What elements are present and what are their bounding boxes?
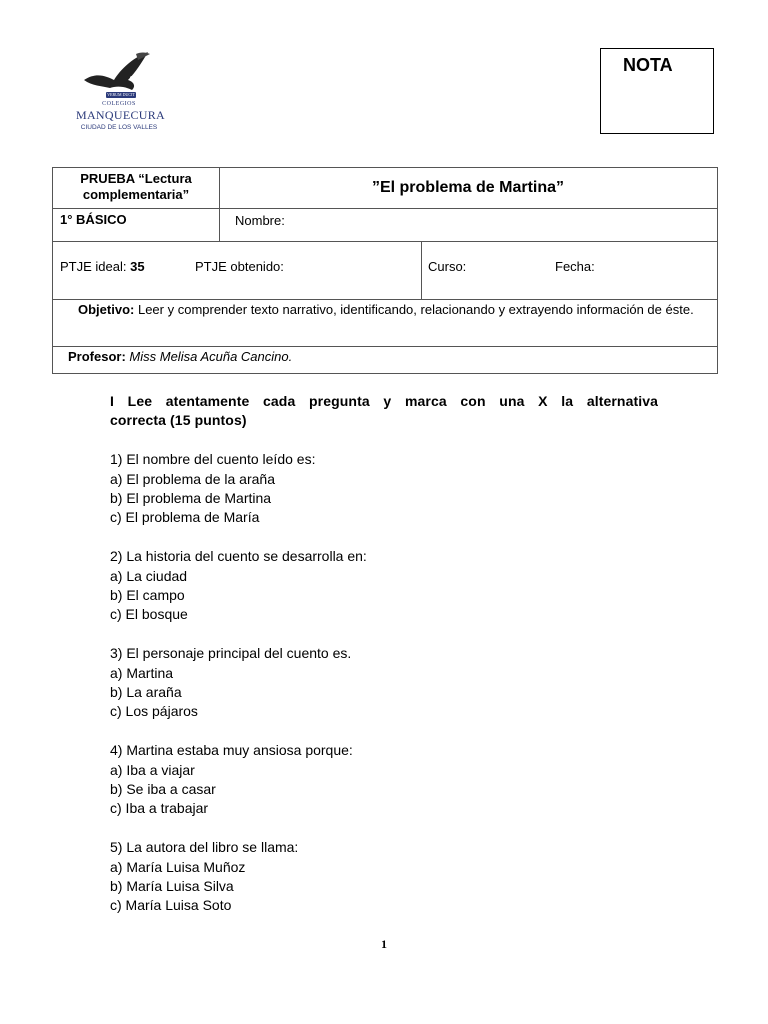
logo-motto: VERUM DUCIT <box>107 92 135 97</box>
page-number: 1 <box>381 937 387 951</box>
objective-text: Leer y comprender texto narrativo, identificando, relacionando y extrayendo información de éste. <box>137 302 694 317</box>
date-label: Fecha: <box>555 259 595 274</box>
row-divider <box>53 299 717 300</box>
teacher-name: Miss Melisa Acuña Cancino. <box>129 349 293 364</box>
ideal-score-value: 35 <box>130 259 145 274</box>
header-table <box>52 167 718 374</box>
answer-option[interactable]: c) Los pájaros <box>110 703 198 720</box>
answer-option[interactable]: b) Se iba a casar <box>110 781 216 798</box>
logo-line1: COLEGIOS <box>102 101 136 107</box>
instructions-line1: I Lee atentamente cada pregunta y marca con una X la alternativa <box>110 393 658 409</box>
answer-option[interactable]: a) La ciudad <box>110 567 188 584</box>
test-type-line2: complementaria” <box>82 187 190 202</box>
answer-option[interactable]: b) La araña <box>110 684 182 701</box>
question-text: 3) El personaje principal del cuento es. <box>110 645 352 662</box>
answer-option[interactable]: c) El bosque <box>110 606 188 623</box>
grade-level: 1° BÁSICO <box>60 212 127 227</box>
logo-line2: MANQUECURA <box>76 108 166 122</box>
answer-option[interactable]: a) María Luisa Muñoz <box>110 858 246 875</box>
answer-option[interactable]: a) El problema de la araña <box>110 470 275 487</box>
test-type-cell <box>53 171 219 203</box>
answer-option[interactable]: c) El problema de María <box>110 509 260 526</box>
instructions-line2: correcta (15 puntos) <box>110 412 247 429</box>
answer-option[interactable]: b) María Luisa Silva <box>110 878 234 895</box>
school-logo <box>76 50 166 136</box>
column-divider <box>421 241 422 299</box>
answer-option[interactable]: c) Iba a trabajar <box>110 800 209 817</box>
ideal-score-label: PTJE ideal: <box>60 259 127 274</box>
test-title: ”El problema de Martina” <box>371 179 565 196</box>
row-divider <box>53 241 717 242</box>
obtained-score-label: PTJE obtenido: <box>195 259 284 274</box>
question-list <box>110 450 658 916</box>
objective-label: Objetivo: <box>78 302 135 317</box>
ideal-score <box>60 259 145 274</box>
answer-option[interactable]: b) El campo <box>110 587 185 604</box>
question-text: 5) La autora del libro se llama: <box>110 839 299 856</box>
row-divider <box>53 346 717 347</box>
answer-option[interactable]: c) María Luisa Soto <box>110 897 232 914</box>
teacher <box>68 349 292 364</box>
question-5 <box>110 838 658 916</box>
question-2 <box>110 547 658 625</box>
question-text: 2) La historia del cuento se desarrolla en: <box>110 548 367 565</box>
row-divider <box>53 208 717 209</box>
logo-line3: CIUDAD DE LOS VALLES <box>80 124 158 131</box>
name-label: Nombre: <box>235 213 285 228</box>
answer-option[interactable]: b) El problema de Martina <box>110 490 272 507</box>
instructions <box>110 392 658 431</box>
question-3 <box>110 644 658 722</box>
question-4 <box>110 741 658 819</box>
objective <box>60 301 708 319</box>
questions-section <box>110 392 658 916</box>
answer-option[interactable]: a) Iba a viajar <box>110 761 195 778</box>
grade-box[interactable] <box>600 48 714 134</box>
question-1 <box>110 450 658 528</box>
course-label: Curso: <box>428 259 467 274</box>
answer-option[interactable]: a) Martina <box>110 664 174 681</box>
grade-label: NOTA <box>623 55 673 75</box>
question-text: 1) El nombre del cuento leído es: <box>110 451 316 468</box>
question-text: 4) Martina estaba muy ansiosa porque: <box>110 742 353 759</box>
teacher-label: Profesor: <box>68 349 126 364</box>
test-type-line1: PRUEBA “Lectura <box>80 171 192 186</box>
